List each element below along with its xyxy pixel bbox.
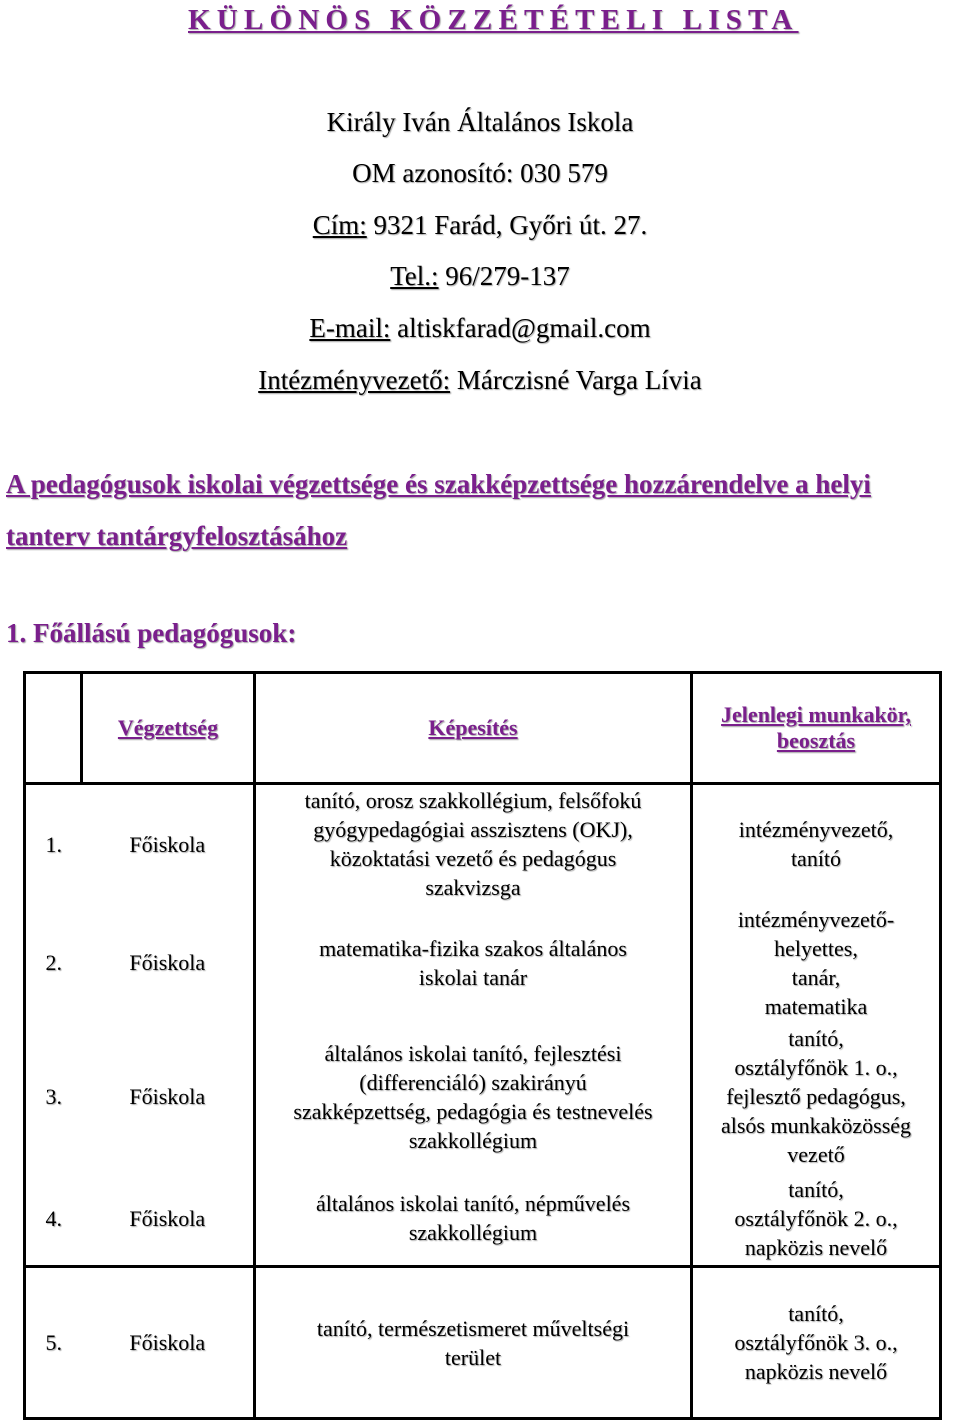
row-position-line: tanító xyxy=(790,846,842,872)
row-number: 4. xyxy=(25,1172,82,1267)
email xyxy=(0,313,960,344)
row-qualification-line: szakkollégium xyxy=(408,1127,538,1153)
row-position-line: intézményvezető, xyxy=(738,817,894,843)
row-qualification-line: tanító, orosz szakkollégium, felsőfokú xyxy=(304,788,642,814)
row-position-line: vezető xyxy=(787,1142,845,1167)
row-position-line: napközis nevelő xyxy=(744,1359,888,1384)
row-qualification-line: iskolai tanár xyxy=(418,964,528,990)
row-position-line: tanító, xyxy=(788,1026,844,1051)
header-degree: Végzettség xyxy=(82,673,255,784)
row-qualification-line: terület xyxy=(444,1344,502,1370)
row-qualification-line: közoktatási vezető és pedagógus xyxy=(329,846,617,872)
telephone-label: Tel.: xyxy=(390,261,439,291)
table-row xyxy=(25,904,941,1022)
head-value: Márczisné Varga Lívia xyxy=(450,365,702,395)
row-qualification-line: általános iskolai tanító, fejlesztési xyxy=(324,1040,622,1066)
row-position xyxy=(692,904,941,1022)
table-header-row xyxy=(25,673,941,784)
table-row xyxy=(25,784,941,904)
header-position-text: Jelenlegi munkakör, beosztás xyxy=(721,702,911,753)
teachers-table xyxy=(23,671,942,1420)
row-position-line: tanító, xyxy=(788,1176,844,1202)
row-qualification xyxy=(255,1172,692,1267)
row-qualification xyxy=(255,784,692,904)
row-position-line: matematika xyxy=(764,993,868,1019)
row-position-line: helyettes, xyxy=(774,935,858,961)
header-num xyxy=(25,673,82,784)
table-row xyxy=(25,1267,941,1419)
address-label: Cím: xyxy=(312,210,367,240)
row-position-line: intézményvezető- xyxy=(737,906,895,932)
email-value: altiskfarad@gmail.com xyxy=(390,313,651,343)
school-name: Király Iván Általános Iskola xyxy=(326,107,634,137)
telephone xyxy=(0,261,960,292)
row-qualification-line: szakvizsga xyxy=(425,875,521,901)
telephone-value: 96/279-137 xyxy=(438,261,570,291)
row-degree: Főiskola xyxy=(82,784,255,904)
row-qualification-line: tanító, természetismeret műveltségi xyxy=(316,1315,630,1341)
row-qualification xyxy=(255,1267,692,1419)
row-position xyxy=(692,1022,941,1172)
row-degree: Főiskola xyxy=(82,904,255,1022)
row-position xyxy=(692,1267,941,1419)
row-position-line: fejlesztő pedagógus, xyxy=(726,1084,906,1109)
row-number: 3. xyxy=(25,1022,82,1172)
row-qualification-line: gyógypedagógiai asszisztens (OKJ), xyxy=(313,817,633,843)
table-row xyxy=(25,1172,941,1267)
row-position-line: tanító, xyxy=(788,1301,844,1326)
row-qualification xyxy=(255,904,692,1022)
row-qualification xyxy=(255,1022,692,1172)
row-qualification-line: (differenciáló) szakirányú xyxy=(359,1069,587,1095)
row-degree: Főiskola xyxy=(82,1172,255,1267)
row-position-line: tanár, xyxy=(791,964,841,990)
head-of-institution xyxy=(0,365,960,396)
table-row xyxy=(25,1022,941,1172)
row-degree: Főiskola xyxy=(82,1267,255,1419)
row-qualification-line: matematika-fizika szakos általános xyxy=(319,935,627,961)
row-qualification-line: általános iskolai tanító, népművelés xyxy=(315,1191,631,1217)
row-position-line: osztályfőnök 1. o., xyxy=(734,1055,898,1080)
row-number: 1. xyxy=(25,784,82,904)
email-label: E-mail: xyxy=(309,313,391,343)
row-degree: Főiskola xyxy=(82,1022,255,1172)
row-position-line: alsós munkaközösség xyxy=(720,1113,912,1138)
address xyxy=(0,210,960,241)
row-position xyxy=(692,1172,941,1267)
row-number: 2. xyxy=(25,904,82,1022)
row-qualification-line: szakképzettség, pedagógia és testnevelés xyxy=(293,1098,653,1124)
row-position xyxy=(692,784,941,904)
header-position xyxy=(692,673,941,784)
row-qualification-line: szakkollégium xyxy=(408,1220,538,1246)
row-number: 5. xyxy=(25,1267,82,1419)
row-position-line: osztályfőnök 2. o., xyxy=(734,1205,898,1231)
section-heading: A pedagógusok iskolai végzettsége és szakképzettsége hozzárendelve a helyi tanterv tantárgyfelosztásához xyxy=(6,469,871,551)
head-label: Intézményvezető: xyxy=(258,365,451,395)
subsection-title: 1. Főállású pedagógusok: xyxy=(6,618,297,648)
document-title: KÜLÖNÖS KÖZZÉTÉTELI LISTA xyxy=(188,4,799,36)
header-qualification: Képesítés xyxy=(255,673,692,784)
om-id: OM azonosító: 030 579 xyxy=(352,158,608,188)
row-position-line: napközis nevelő xyxy=(744,1234,888,1260)
row-position-line: osztályfőnök 3. o., xyxy=(734,1330,898,1355)
address-value: 9321 Farád, Győri út. 27. xyxy=(366,210,648,240)
